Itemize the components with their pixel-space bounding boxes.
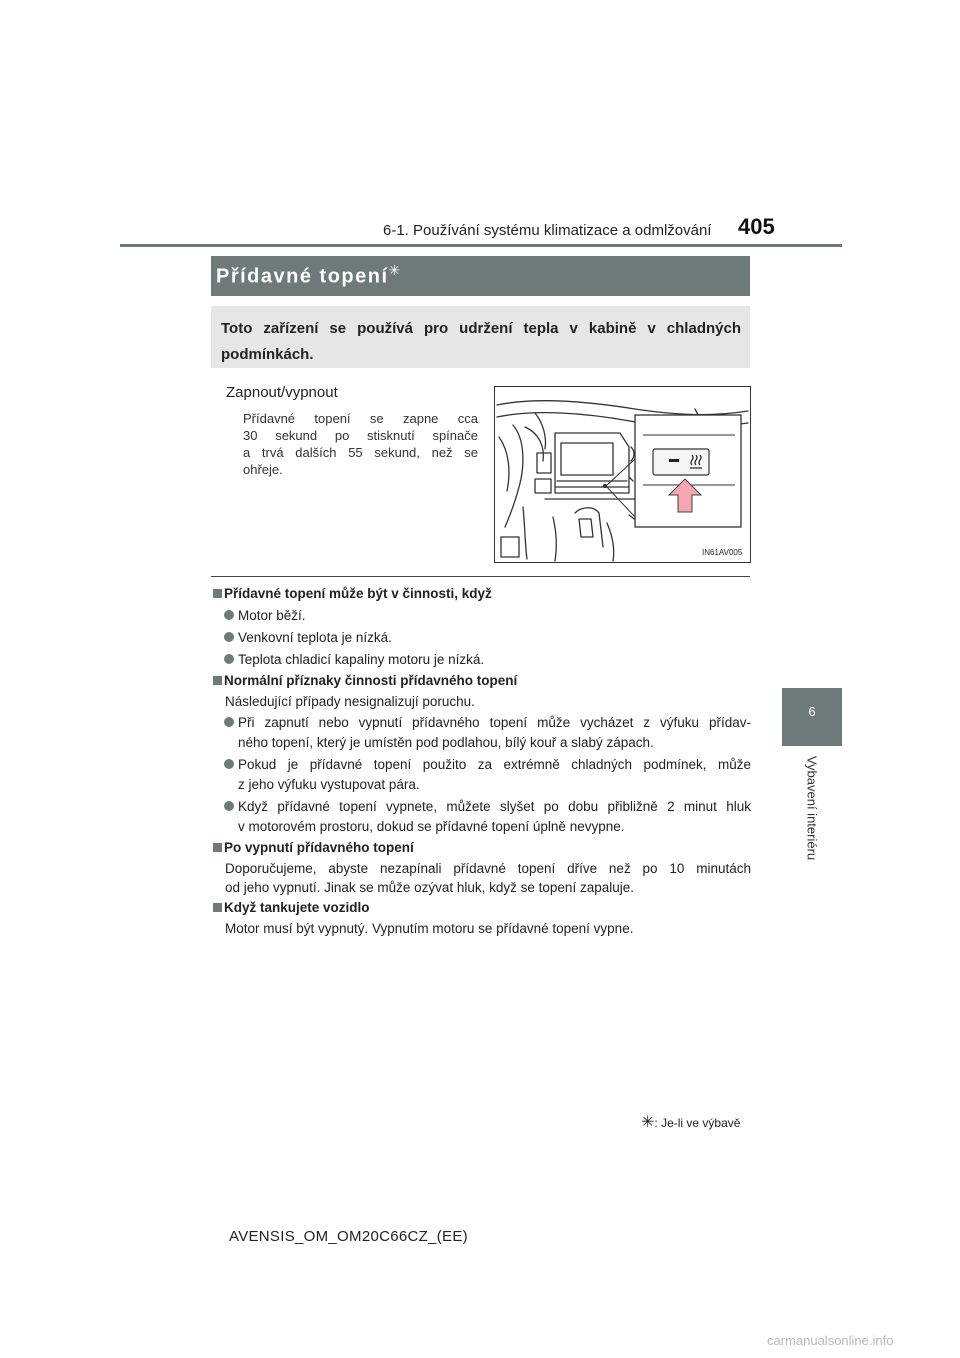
control-description xyxy=(243,410,478,478)
bullet-icon xyxy=(224,632,234,642)
chapter-header: 6-1. Používání systému klimatizace a odmlžování xyxy=(383,222,712,239)
description-line: a trvá dalších 55 sekund, než se xyxy=(243,445,478,460)
square-bullet-icon xyxy=(213,589,222,598)
control-title: Zapnout/vypnout xyxy=(226,384,338,401)
note-heading: Po vypnutí přídavného topení xyxy=(211,838,751,858)
section-divider xyxy=(211,576,750,577)
description-line: 30 sekund po stisknutí spínače xyxy=(243,428,478,443)
list-item: Pokud je přídavné topení použito za extrémně chladných podmínek, může z jeho výfuku vystupovat pára. xyxy=(211,755,751,795)
section-title-text: Přídavné topení xyxy=(216,265,389,288)
square-bullet-icon xyxy=(213,676,222,685)
figure-code: IN61AV005 xyxy=(702,548,743,557)
note-paragraph: Motor musí být vypnutý. Vypnutím motoru se přídavné topení vypne. xyxy=(225,921,634,936)
dashboard-drawing xyxy=(495,387,750,562)
bullet-icon xyxy=(224,759,234,769)
square-bullet-icon xyxy=(213,903,222,912)
list-item: Motor běží. xyxy=(211,606,751,626)
note-heading: Přídavné topení může být v činnosti, když xyxy=(211,584,751,604)
header-divider xyxy=(120,244,842,247)
intro-line: podmínkách. xyxy=(221,346,314,363)
page-number: 405 xyxy=(738,214,775,239)
watermark: carmanualsonline.info xyxy=(767,1333,894,1348)
square-bullet-icon xyxy=(213,843,222,852)
description-line: ohřeje. xyxy=(243,462,283,477)
intro-line: Toto zařízení se používá pro udržení tepla v kabině v chladných xyxy=(221,320,741,337)
optional-equipment-icon: ✳ xyxy=(641,1114,655,1131)
document-code: AVENSIS_OM_OM20C66CZ_(EE) xyxy=(229,1228,468,1245)
list-item: Když přídavné topení vypnete, můžete slyšet po dobu přibližně 2 minut hluk v motorovém prostoru, dokud se přídavné topení úplně nevypne. xyxy=(211,797,751,837)
note-paragraph: Následující případy nesignalizují poruchu. xyxy=(225,694,475,709)
section-title xyxy=(216,262,400,289)
footnote-text: : Je-li ve výbavě xyxy=(654,1116,741,1130)
bullet-icon xyxy=(224,801,234,811)
bullet-icon xyxy=(224,610,234,620)
note-heading: Normální příznaky činnosti přídavného topení xyxy=(211,671,751,691)
bullet-icon xyxy=(224,717,234,727)
footnote xyxy=(641,1112,740,1132)
note-paragraph: Doporučujeme, abyste nezapínali přídavné topení dříve než po 10 minutách od jeho vypnutí. Jinak se může ozývat hluk, když se topení zapaluje. xyxy=(225,861,751,895)
list-item: Venkovní teplota je nízká. xyxy=(211,628,751,648)
notes-content xyxy=(211,583,751,938)
list-item: Při zapnutí nebo vypnutí přídavného topení může vycházet z výfuku přídav- ného topení, který je umístěn pod podlahou, bílý kouř a slabý zápach. xyxy=(211,713,751,753)
heater-switch-panel xyxy=(653,449,709,475)
chapter-tab-label: Vybavení interiéru xyxy=(804,755,820,861)
list-item: Teplota chladicí kapaliny motoru je nízká. xyxy=(211,650,751,670)
description-line: Přídavné topení se zapne cca xyxy=(243,411,478,426)
chapter-tab-number: 6 xyxy=(808,704,816,719)
intro-text xyxy=(221,316,741,368)
note-heading: Když tankujete vozidlo xyxy=(211,898,751,918)
dashboard-illustration xyxy=(494,386,751,563)
switch-indicator xyxy=(669,459,679,462)
optional-equipment-icon: ✳ xyxy=(388,262,401,278)
bullet-icon xyxy=(224,654,234,664)
